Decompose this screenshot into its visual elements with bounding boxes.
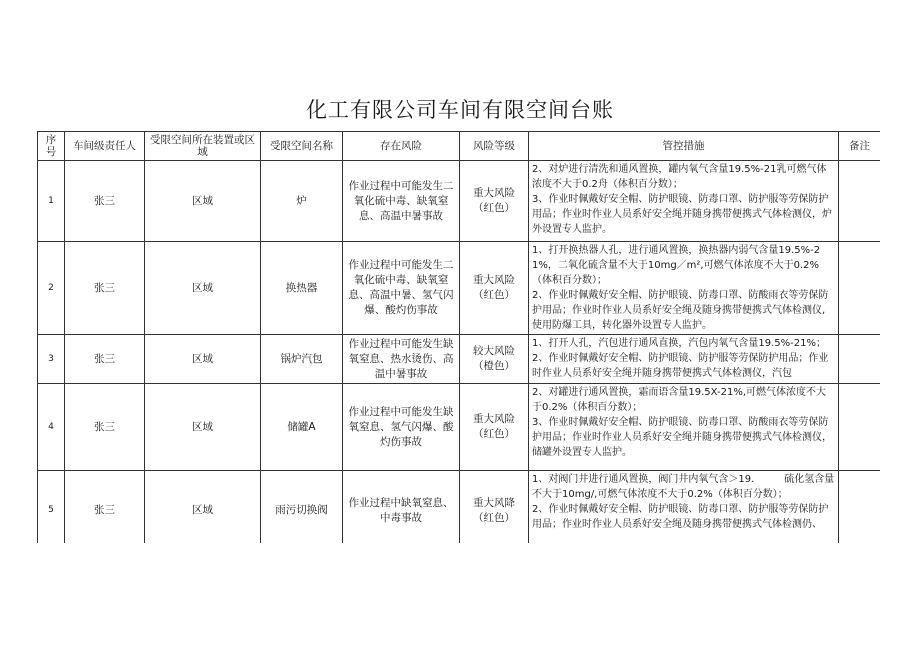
cell-location: 区域 [145,384,261,471]
cell-name: 锅炉汽包 [261,335,343,384]
cell-location: 区域 [145,471,261,544]
cell-measures [529,242,839,335]
measure-line: 1、对阀门井进行通风置换，阀门井内氧气含＞19. 硫化氢含量不大于10mg/,可燃气体浓度不大于0.2%（体积百分数）； [532,474,835,500]
cell-risk: 作业过程中缺氧窒息、中毒事故 [343,471,460,544]
table-row [38,242,881,335]
ledger-table [37,131,880,543]
header-measures: 管控措施 [529,132,839,161]
page-title: 化工有限公司车间有限空间台账 [306,98,614,122]
measure-line: 2、作业时佩戴好安全帽、防护眼镜、防护服等劳保防护用品；作业时作业人员系好安全绳并随身携带便携式气体检测仪，汽包 [532,353,829,379]
cell-person: 张三 [65,471,145,544]
cell-level: 重大风险（红色） [460,242,529,335]
cell-measures [529,471,839,544]
header-seq: 序号 [38,132,65,161]
cell-person: 张三 [65,384,145,471]
table-row [38,335,881,384]
table-row [38,471,881,544]
cell-name: 换热器 [261,242,343,335]
cell-measures [529,161,839,242]
measure-line: 3、作业时佩戴好安全帽、防护眼镜、防毒口罩、防护服等劳保防护用品；作业时作业人员系好安全绳并随身携带便携式气体检测仪，炉外设置专人监护。 [532,194,832,235]
ledger-table-container [37,131,880,543]
cell-remark [839,384,881,471]
header-person: 车间级责任人 [65,132,145,161]
cell-risk: 作业过程中可能发生二氧化硫中毒、缺氧窒息、高温中暑事故 [343,161,460,242]
cell-level: 重大风降（红色） [460,471,529,544]
measure-line: 1、打开换热器人孔，进行通风置换，换热器内弱气含量19.5%-21%，二氧化硫含量不大于10mg／m²,可燃气体浓度不大于0.2%（体积百分数）； [532,245,821,286]
cell-seq: 1 [38,161,65,242]
cell-seq: 3 [38,335,65,384]
cell-person: 张三 [65,161,145,242]
measure-line: 3、作业时佩戴好安全帽、防护眼镜、防毒口罩、防酸雨衣等劳保防护用品；作业时作业人员系好安全绳并随身携带便携式气体检测仪，储罐外设置专人监护。 [532,417,832,458]
cell-name: 雨污切换阀 [261,471,343,544]
measure-line: 1、打开人孔，汽包进行通风直换，汽包内氧气含量19.5%-21%； [532,338,826,349]
cell-measures [529,384,839,471]
measure-line: 2、作业时佩戴好安全帽、防护眼镜、防毒口罩、防护服等劳保防护用品；作业时作业人员系好安全绳及随身携带便携式气体检测仍、 [532,504,829,530]
cell-level: 重大风险（红色） [460,161,529,242]
header-location: 受限空间所在装置或区域 [145,132,261,161]
table-row [38,161,881,242]
header-level: 风险等级 [460,132,529,161]
cell-location: 区域 [145,242,261,335]
cell-risk: 作业过程中可能发生缺氧窒息、热水烫伤、高温中暑事故 [343,335,460,384]
cell-remark [839,161,881,242]
header-risk: 存在风险 [343,132,460,161]
cell-seq: 4 [38,384,65,471]
cell-name: 储罐A [261,384,343,471]
cell-seq: 2 [38,242,65,335]
measure-line: 2、对罐进行通风置换，霜而语含量19.5X-21%,可燃气体浓度不大于0.2%（体积百分数）； [532,387,826,413]
cell-person: 张三 [65,242,145,335]
table-header-row [38,132,881,161]
cell-location: 区域 [145,335,261,384]
table-row [38,384,881,471]
cell-remark [839,242,881,335]
cell-location: 区域 [145,161,261,242]
cell-remark [839,471,881,544]
cell-name: 炉 [261,161,343,242]
cell-measures [529,335,839,384]
cell-level: 重大风险（红色） [460,384,529,471]
cell-risk: 作业过程中可能发生二氧化硫中毒、缺氧窒息、高温中暑、氢气闪爆、酸灼伤事故 [343,242,460,335]
cell-remark [839,335,881,384]
cell-level: 较大风险（橙色） [460,335,529,384]
measure-line: 2、作业时佩戴好安全帽、防护眼镜、防毒口罩、防酸雨衣等劳保防护用品；作业时作业人员系好安全绳及随身携带便携式气体检测仪,使用防爆工具，转化器外设置专人监护。 [532,290,829,331]
cell-person: 张三 [65,335,145,384]
measure-line: 2、对炉进行清洗和通风置换，罐内氧气含量19.5%-21乳可燃气体浓度不大于0.2舟（体积百分数）； [532,164,827,190]
cell-risk: 作业过程中可能发生缺氧窒息、氢气闪爆、酸灼伤事故 [343,384,460,471]
cell-seq: 5 [38,471,65,544]
header-remark: 备注 [839,132,881,161]
header-name: 受限空间名称 [261,132,343,161]
